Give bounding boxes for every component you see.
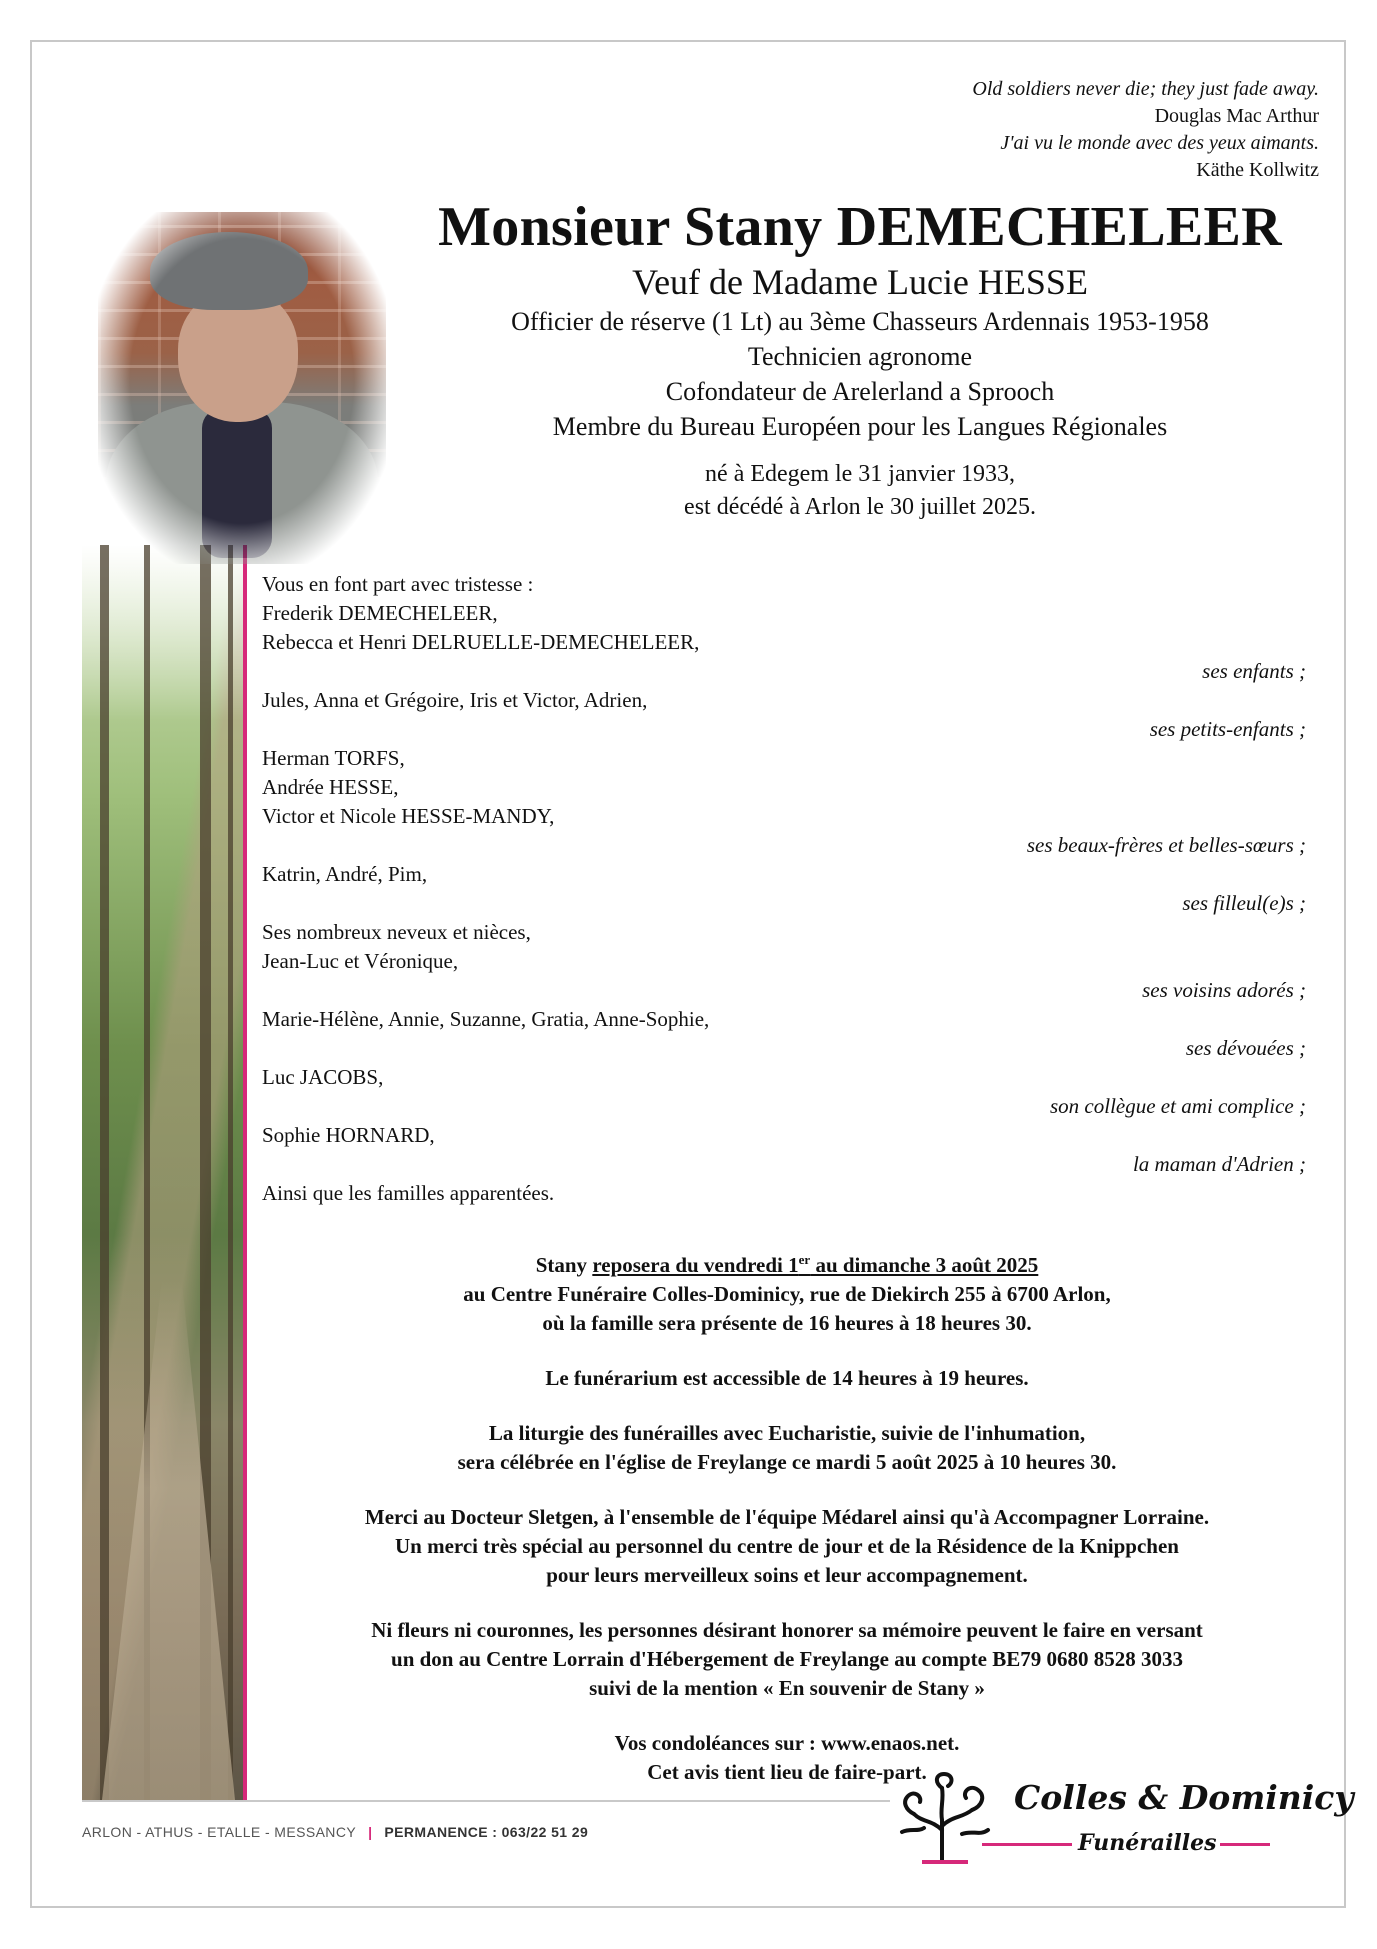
- relation-label: ses petits-enfants ;: [1149, 717, 1306, 741]
- family-intro: Vous en font part avec tristesse :: [262, 572, 534, 596]
- family-name: Frederik DEMECHELEER,: [262, 601, 498, 625]
- family-name: Jean-Luc et Véronique,: [262, 949, 459, 973]
- deceased-name: Monsieur Stany DEMECHELEER: [438, 196, 1282, 258]
- flowers-line: un don au Centre Lorrain d'Hébergement de Freylange au compte BE79 0680 8528 3033: [391, 1647, 1183, 1671]
- relation-label: la maman d'Adrien ;: [1132, 1152, 1306, 1176]
- ceremony-info: [262, 1251, 1312, 1813]
- flowers-block: [262, 1616, 1312, 1703]
- footer: [82, 1824, 588, 1840]
- company-logo: [890, 1770, 1354, 1890]
- visitation-hours: où la famille sera présente de 16 heures à 18 heures 30.: [542, 1311, 1032, 1335]
- title-line: Cofondateur de Arelerland a Sprooch: [665, 377, 1055, 406]
- header-block: [400, 196, 1320, 524]
- thanks-line: Merci au Docteur Sletgen, à l'ensemble de l'équipe Médarel ainsi qu'à Accompagner Lorraine.: [364, 1505, 1210, 1529]
- visitation-location: au Centre Funéraire Colles-Dominicy, rue de Diekirch 255 à 6700 Arlon,: [463, 1282, 1111, 1306]
- family-name: Andrée HESSE,: [262, 775, 399, 799]
- funerarium-hours: Le funérarium est accessible de 14 heures à 19 heures.: [545, 1366, 1029, 1390]
- liturgy-line: La liturgie des funérailles avec Eucharistie, suivie de l'inhumation,: [488, 1421, 1086, 1445]
- family-name: Ses nombreux neveux et nièces,: [262, 920, 531, 944]
- family-name: Luc JACOBS,: [262, 1065, 384, 1089]
- condolences-link[interactable]: Vos condoléances sur : www.enaos.net.: [614, 1731, 960, 1755]
- quotes: [719, 76, 1319, 184]
- relation-label: son collègue et ami complice ;: [1050, 1094, 1306, 1118]
- thanks-block: [262, 1503, 1312, 1590]
- notice-line: Cet avis tient lieu de faire-part.: [647, 1760, 927, 1784]
- quote-2: J'ai vu le monde avec des yeux aimants.: [1000, 132, 1319, 154]
- family-name: Jules, Anna et Grégoire, Iris et Victor, Adrien,: [262, 688, 648, 712]
- accent-bar: [243, 545, 247, 1800]
- relation-label: ses beaux-frères et belles-sœurs ;: [1026, 833, 1306, 857]
- visitation-dates: reposera du vendredi 1er au dimanche 3 août 2025: [592, 1252, 1039, 1277]
- liturgy-line: sera célébrée en l'église de Freylange ce mardi 5 août 2025 à 10 heures 30.: [457, 1450, 1117, 1474]
- flowers-line: suivi de la mention « En souvenir de Stany »: [589, 1676, 985, 1700]
- portrait-photo: [98, 212, 386, 564]
- family-list: [262, 570, 1312, 1208]
- logo-brand: Colles & Dominicy: [1014, 1778, 1354, 1817]
- family-closing: Ainsi que les familles apparentées.: [262, 1181, 555, 1205]
- family-name: Sophie HORNARD,: [262, 1123, 435, 1147]
- family-name: Marie-Hélène, Annie, Suzanne, Gratia, Anne-Sophie,: [262, 1007, 710, 1031]
- relation-label: ses enfants ;: [1202, 659, 1306, 683]
- quote-1: Old soldiers never die; they just fade away.: [972, 78, 1319, 100]
- footer-rule: [82, 1800, 890, 1802]
- logo-accent-left: [982, 1843, 1072, 1846]
- logo-accent-right: [1220, 1843, 1270, 1846]
- relation-label: ses dévouées ;: [1185, 1036, 1306, 1060]
- logo-subtitle: Funérailles: [1078, 1830, 1217, 1856]
- forest-path-image: [82, 545, 245, 1800]
- thanks-line: pour leurs merveilleux soins et leur accompagnement.: [546, 1563, 1028, 1587]
- visitation-block: [262, 1251, 1312, 1338]
- quote-1-author: Douglas Mac Arthur: [1154, 105, 1319, 127]
- title-line: Officier de réserve (1 Lt) au 3ème Chasseurs Ardennais 1953-1958: [511, 307, 1209, 336]
- family-name: Herman TORFS,: [262, 746, 405, 770]
- visitation-name: Stany: [535, 1253, 593, 1277]
- title-line: Membre du Bureau Européen pour les Langues Régionales: [552, 412, 1168, 441]
- thanks-line: Un merci très spécial au personnel du centre de jour et de la Résidence de la Knippchen: [395, 1534, 1179, 1558]
- quote-2-author: Käthe Kollwitz: [1196, 159, 1319, 181]
- family-name: Katrin, André, Pim,: [262, 862, 428, 886]
- relation-label: ses voisins adorés ;: [1142, 978, 1306, 1002]
- liturgy-block: [262, 1419, 1312, 1477]
- family-name: Rebecca et Henri DELRUELLE-DEMECHELEER,: [262, 630, 700, 654]
- relation-label: ses filleul(e)s ;: [1182, 891, 1306, 915]
- footer-locations: ARLON - ATHUS - ETALLE - MESSANCY: [82, 1824, 357, 1840]
- birth-line: né à Edegem le 31 janvier 1933,: [705, 461, 1015, 487]
- flowers-line: Ni fleurs ni couronnes, les personnes désirant honorer sa mémoire peuvent le faire en versant: [371, 1618, 1203, 1642]
- footer-permanence: PERMANENCE : 063/22 51 29: [384, 1824, 589, 1840]
- family-name: Victor et Nicole HESSE-MANDY,: [262, 804, 555, 828]
- widower-line: Veuf de Madame Lucie HESSE: [632, 262, 1088, 302]
- title-line: Technicien agronome: [747, 342, 973, 371]
- footer-separator: |: [368, 1824, 373, 1840]
- death-line: est décédé à Arlon le 30 juillet 2025.: [684, 494, 1036, 520]
- tree-icon: [892, 1770, 1002, 1870]
